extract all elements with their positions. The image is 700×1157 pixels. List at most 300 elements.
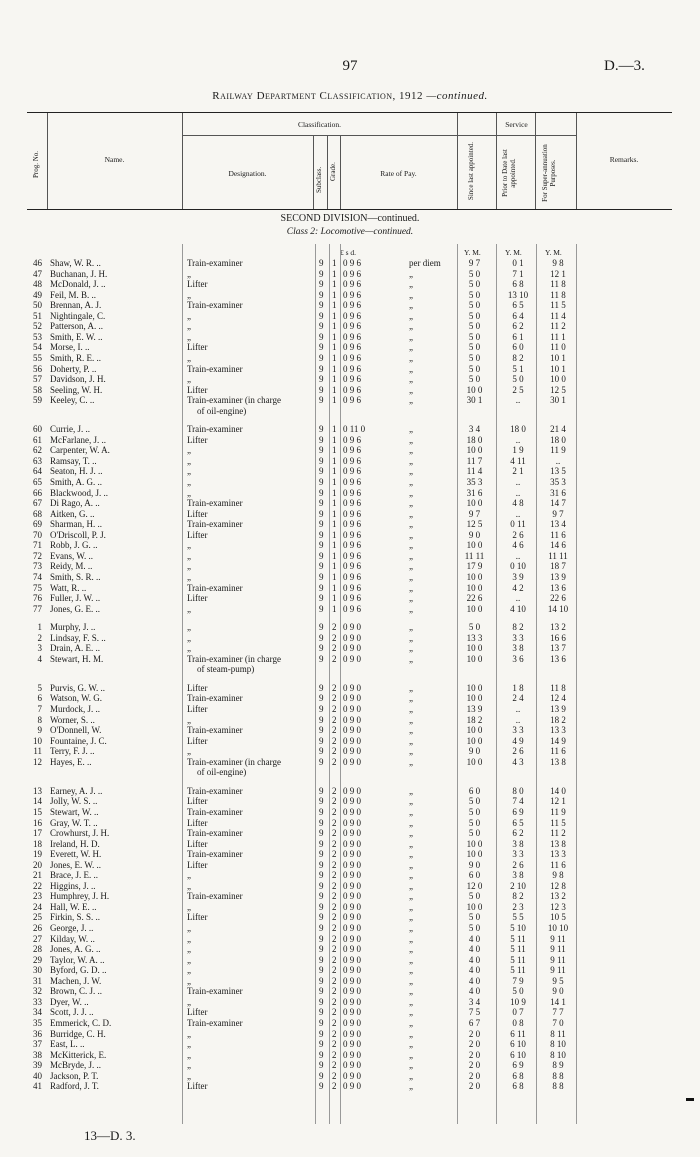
row-pay-unit: „ [409, 310, 413, 321]
row-prior-to-date: 3 3 [512, 725, 524, 736]
row-subclass: 9 [319, 965, 324, 976]
row-since-last: 5 0 [468, 300, 481, 311]
table-row [0, 456, 700, 467]
row-number: 8 [37, 714, 42, 725]
row-subclass: 9 [319, 603, 324, 614]
row-number: 6 [37, 693, 42, 704]
row-subclass: 9 [319, 321, 324, 332]
row-number: 67 [33, 498, 42, 509]
row-number: 26 [33, 923, 42, 933]
row-since-last: 5 0 [468, 352, 481, 363]
row-pay-unit: per diem [409, 258, 441, 268]
row-pay-unit: „ [409, 944, 413, 955]
row-number: 58 [33, 384, 42, 395]
row-pay-unit: „ [409, 529, 413, 540]
row-prior-to-date: 0 10 [510, 561, 526, 572]
row-prior-to-date: 4 8 [512, 498, 524, 509]
row-designation: Lifter [187, 796, 208, 807]
row-since-last: 2 0 [468, 1070, 481, 1081]
row-since-last: 5 0 [468, 912, 481, 923]
row-pay-unit: „ [409, 796, 413, 807]
row-for-superannuation: 13 2 [550, 891, 566, 902]
row-name: Earney, A. J. .. [50, 785, 103, 796]
row-pay-unit: „ [409, 342, 413, 353]
row-grade: 1 [332, 384, 337, 395]
row-subclass: 9 [319, 859, 324, 870]
row-prior-to-date: 18 0 [510, 424, 526, 435]
row-for-superannuation: 7 7 [552, 1007, 564, 1018]
row-for-superannuation: 12 5 [550, 384, 566, 395]
row-prior-to-date: 6 9 [512, 806, 524, 817]
row-number: 17 [33, 828, 42, 839]
row-grade: 2 [332, 965, 337, 976]
table-row [0, 881, 700, 892]
row-rate-of-pay: 0 9 6 [343, 477, 361, 487]
row-name: Jones, G. E. .. [50, 603, 100, 614]
row-subclass: 9 [319, 714, 324, 725]
row-name: Everett, W. H. [50, 849, 102, 860]
row-number: 23 [33, 891, 42, 902]
row-for-superannuation: 18 7 [550, 561, 566, 572]
row-number: 22 [33, 880, 42, 891]
row-designation: „ [187, 352, 191, 363]
header-since-last: Since last appointed. [467, 141, 475, 201]
header-grade: Grade. [329, 162, 337, 181]
row-pay-unit: „ [409, 487, 413, 498]
row-for-superannuation: 11 8 [550, 682, 566, 693]
row-subclass: 9 [319, 487, 324, 498]
row-rate-of-pay: 0 9 6 [343, 342, 361, 353]
row-designation-continued: of oil-engine) [197, 405, 247, 416]
row-number: 48 [33, 279, 42, 290]
row-name: McDonald, J. .. [50, 279, 106, 290]
row-name: Seaton, H. J. .. [50, 466, 103, 477]
row-name: McKitterick, E. [50, 1049, 107, 1060]
row-for-superannuation: 13 6 [550, 653, 566, 664]
row-for-superannuation: 14 6 [550, 540, 566, 551]
row-pay-unit: „ [409, 279, 413, 290]
row-pay-unit: „ [409, 859, 413, 870]
row-prior-to-date: 5 11 [510, 933, 526, 944]
row-pay-unit: „ [409, 785, 413, 796]
header-subclass: Subclass. [315, 166, 323, 193]
row-since-last: 6 0 [468, 785, 481, 796]
row-since-last: 10 0 [466, 571, 483, 582]
row-name: Humphrey, J. H. [50, 891, 110, 902]
row-for-superannuation: 8 9 [552, 1060, 564, 1071]
row-grade: 2 [332, 1049, 337, 1060]
table-row [0, 1071, 700, 1082]
row-for-superannuation: 11 0 [550, 342, 566, 353]
row-rate-of-pay: 0 9 0 [343, 1060, 361, 1071]
row-name: Ireland, H. D. [50, 838, 100, 849]
row-name: Brown, C. J. .. [50, 986, 103, 997]
row-number: 70 [33, 529, 42, 540]
row-number: 47 [33, 268, 42, 279]
row-grade: 1 [332, 321, 337, 332]
row-subclass: 9 [319, 975, 324, 986]
row-name: Sharman, H. .. [50, 519, 102, 530]
row-subclass: 9 [319, 342, 324, 353]
row-rate-of-pay: 0 9 0 [343, 870, 361, 881]
row-subclass: 9 [319, 849, 324, 860]
row-number: 53 [33, 331, 42, 342]
page-footer: 13—D. 3. [84, 1128, 136, 1143]
row-name: Crowhurst, J. H. [50, 828, 110, 839]
row-grade: 2 [332, 859, 337, 870]
row-number: 55 [33, 352, 42, 363]
row-since-last: 11 4 [466, 466, 483, 477]
row-pay-unit: „ [409, 1060, 413, 1071]
row-grade: 2 [332, 944, 337, 955]
row-prior-to-date: 2 4 [512, 693, 524, 704]
row-designation: „ [187, 944, 191, 955]
row-pay-unit: „ [409, 996, 413, 1007]
table-row [0, 1039, 700, 1050]
row-number: 13 [33, 785, 42, 796]
row-pay-unit: „ [409, 704, 413, 714]
row-for-superannuation: 9 8 [552, 258, 564, 268]
row-prior-to-date: 6 2 [512, 828, 524, 839]
row-name: East, L. .. [50, 1039, 85, 1050]
row-number: 28 [33, 944, 42, 955]
row-subclass: 9 [319, 796, 324, 807]
row-designation: Train-examiner [187, 519, 243, 530]
row-name: Carpenter, W. A. [50, 445, 110, 456]
row-pay-unit: „ [409, 756, 413, 767]
row-for-superannuation: 9 7 [552, 508, 564, 519]
row-for-superannuation: 8 10 [550, 1039, 566, 1050]
row-designation: „ [187, 643, 191, 654]
row-name: Fuller, J. W. .. [50, 593, 101, 604]
row-since-last: 6 7 [468, 1017, 481, 1028]
row-prior-to-date: 6 10 [510, 1039, 526, 1050]
row-rate-of-pay: 0 9 6 [343, 498, 361, 509]
row-rate-of-pay: 0 9 0 [343, 880, 361, 891]
row-designation: Lifter [187, 279, 208, 290]
row-number: 25 [33, 912, 42, 923]
row-name: O'Donnell, W. [50, 725, 102, 736]
table-row [0, 311, 700, 322]
row-prior-to-date: 7 1 [512, 268, 524, 279]
row-pay-unit: „ [409, 880, 413, 891]
row-for-superannuation: 12 4 [550, 693, 566, 704]
table-row [0, 364, 700, 375]
row-subclass: 9 [319, 901, 324, 912]
table-row [0, 385, 700, 396]
row-prior-to-date: 8 2 [512, 622, 524, 633]
row-grade: 2 [332, 1081, 337, 1092]
row-prior-to-date: 3 3 [512, 632, 524, 643]
row-for-superannuation: 11 8 [550, 289, 566, 300]
row-grade: 2 [332, 714, 337, 725]
row-since-last: 9 0 [468, 859, 481, 870]
row-subclass: 9 [319, 1049, 324, 1060]
row-grade: 1 [332, 508, 337, 519]
row-prior-to-date: 6 5 [512, 300, 524, 311]
row-subclass: 9 [319, 944, 324, 955]
row-since-last: 11 11 [464, 550, 485, 561]
row-rate-of-pay: 0 9 0 [343, 643, 361, 654]
row-since-last: 10 0 [466, 603, 483, 614]
row-for-superannuation: 10 1 [550, 352, 566, 363]
row-grade: 2 [332, 891, 337, 902]
row-for-superannuation: 11 2 [550, 828, 566, 839]
row-subclass: 9 [319, 870, 324, 881]
row-rate-of-pay: 0 9 0 [343, 704, 361, 714]
row-number: 62 [33, 445, 42, 456]
row-since-last: 5 0 [468, 279, 481, 290]
row-prior-to-date: 5 0 [512, 986, 524, 997]
row-for-superannuation: 11 2 [550, 321, 566, 332]
row-since-last: 4 0 [468, 954, 481, 965]
row-name: Terry, F. J. .. [50, 746, 95, 757]
row-name: Murphy, J. .. [50, 622, 96, 633]
row-subclass: 9 [319, 540, 324, 551]
row-number: 38 [33, 1049, 42, 1060]
row-name: Murdock, J. .. [50, 704, 100, 714]
row-subclass: 9 [319, 653, 324, 664]
row-name: Kilday, W. .. [50, 933, 95, 944]
row-for-superannuation: 9 8 [552, 870, 564, 881]
row-for-superannuation: 13 7 [550, 643, 566, 654]
table-row [0, 279, 700, 290]
row-number: 4 [37, 653, 42, 664]
table-row [0, 269, 700, 280]
row-grade: 2 [332, 933, 337, 944]
row-since-last: 5 0 [468, 796, 481, 807]
row-designation: „ [187, 1028, 191, 1039]
row-for-superannuation: 30 1 [550, 395, 566, 406]
row-since-last: 17 9 [466, 561, 483, 572]
row-grade: 1 [332, 593, 337, 604]
row-rate-of-pay: 0 9 6 [343, 519, 361, 530]
row-for-superannuation: 35 3 [550, 477, 566, 487]
row-grade: 2 [332, 725, 337, 736]
row-rate-of-pay: 0 9 0 [343, 1070, 361, 1081]
row-since-last: 18 0 [466, 434, 483, 445]
row-pay-unit: „ [409, 424, 413, 435]
row-rate-of-pay: 0 9 0 [343, 817, 361, 828]
row-pay-unit: „ [409, 466, 413, 477]
row-designation: Lifter [187, 508, 208, 519]
row-subclass: 9 [319, 593, 324, 604]
row-name: Fountaine, J. C. [50, 735, 107, 746]
row-rate-of-pay: 0 9 6 [343, 289, 361, 300]
row-pay-unit: „ [409, 384, 413, 395]
table-row [0, 643, 700, 654]
row-rate-of-pay: 0 9 6 [343, 268, 361, 279]
row-name: Doherty, P. .. [50, 363, 97, 374]
row-since-last: 10 0 [466, 901, 483, 912]
row-designation: Train-examiner [187, 828, 243, 839]
row-subclass: 9 [319, 1028, 324, 1039]
table-row [0, 860, 700, 871]
row-rate-of-pay: 0 9 0 [343, 693, 361, 704]
row-prior-to-date: 0 7 [512, 1007, 524, 1018]
row-number: 73 [33, 561, 42, 572]
row-for-superannuation: 8 8 [552, 1081, 564, 1092]
row-subclass: 9 [319, 529, 324, 540]
row-name: Evans, W. .. [50, 550, 94, 561]
row-designation: Train-examiner [187, 300, 243, 311]
table-row [0, 934, 700, 945]
row-prior-to-date: 10 9 [510, 996, 526, 1007]
row-since-last: 5 0 [468, 622, 481, 633]
row-name: Currie, J. .. [50, 424, 90, 435]
row-designation: „ [187, 1070, 191, 1081]
row-rate-of-pay: 0 9 6 [343, 529, 361, 540]
row-number: 21 [33, 870, 42, 881]
row-prior-to-date: 4 9 [512, 735, 524, 746]
row-for-superannuation: 13 5 [550, 466, 566, 477]
row-grade: 2 [332, 901, 337, 912]
row-rate-of-pay: 0 9 0 [343, 746, 361, 757]
row-since-last: 10 0 [466, 849, 483, 860]
row-rate-of-pay: 0 9 6 [343, 466, 361, 477]
row-pay-unit: „ [409, 965, 413, 976]
row-since-last: 9 0 [468, 529, 481, 540]
row-grade: 1 [332, 487, 337, 498]
row-rate-of-pay: 0 9 0 [343, 622, 361, 633]
table-row-continuation [0, 406, 700, 417]
row-rate-of-pay: 0 9 0 [343, 806, 361, 817]
row-subclass: 9 [319, 331, 324, 342]
row-pay-unit: „ [409, 603, 413, 614]
row-designation: Train-examiner [187, 424, 243, 435]
table-row [0, 509, 700, 520]
table-row [0, 445, 700, 456]
row-designation: „ [187, 954, 191, 965]
row-subclass: 9 [319, 508, 324, 519]
row-subclass: 9 [319, 300, 324, 311]
row-number: 12 [33, 756, 42, 767]
row-subclass: 9 [319, 582, 324, 593]
row-for-superannuation: 9 11 [550, 933, 566, 944]
row-grade: 2 [332, 704, 337, 714]
row-designation: „ [187, 455, 191, 466]
row-for-superannuation: 14 1 [550, 996, 566, 1007]
row-name: Machen, J. W. [50, 975, 102, 986]
row-designation-continued: of oil-engine) [197, 767, 247, 778]
row-since-last: 12 0 [466, 880, 483, 891]
row-number: 72 [33, 550, 42, 561]
row-grade: 2 [332, 996, 337, 1007]
row-prior-to-date: 6 8 [512, 1070, 524, 1081]
row-designation: „ [187, 477, 191, 487]
row-for-superannuation: 14 0 [550, 785, 566, 796]
row-name: Lindsay, F. S. .. [50, 632, 106, 643]
row-prior-to-date: 6 8 [512, 279, 524, 290]
row-prior-to-date: .. [515, 477, 521, 487]
table-row [0, 561, 700, 572]
row-grade: 2 [332, 682, 337, 693]
row-designation: Lifter [187, 682, 208, 693]
row-rate-of-pay: 0 11 0 [343, 424, 366, 435]
section-text: SECOND DIVISION—continued. [280, 213, 420, 224]
row-prior-to-date: 4 6 [512, 540, 524, 551]
row-name: Watson, W. G. [50, 693, 103, 704]
row-designation: „ [187, 901, 191, 912]
table-row [0, 477, 700, 488]
header-rate-of-pay: Rate of Pay. [380, 169, 417, 178]
row-number: 37 [33, 1039, 42, 1050]
table-row [0, 786, 700, 797]
row-number: 60 [33, 424, 42, 435]
row-pay-unit: „ [409, 622, 413, 633]
row-prior-to-date: .. [515, 593, 521, 604]
row-subclass: 9 [319, 395, 324, 406]
row-grade: 2 [332, 870, 337, 881]
row-designation: „ [187, 445, 191, 456]
header-classification: Classification. [297, 120, 342, 129]
row-prior-to-date: 6 8 [512, 1081, 524, 1092]
row-prior-to-date: 5 1 [512, 363, 524, 374]
row-prior-to-date: 6 11 [510, 1028, 526, 1039]
row-name: Feil, M. B. .. [50, 289, 97, 300]
table-row [0, 395, 700, 406]
row-designation: Train-examiner (in charge [187, 756, 281, 767]
row-grade: 2 [332, 1028, 337, 1039]
row-subclass: 9 [319, 725, 324, 736]
row-rate-of-pay: 0 9 6 [343, 603, 361, 614]
row-rate-of-pay: 0 9 6 [343, 374, 361, 385]
row-prior-to-date: 4 3 [512, 756, 524, 767]
row-rate-of-pay: 0 9 0 [343, 1007, 361, 1018]
row-rate-of-pay: 0 9 6 [343, 331, 361, 342]
row-designation: Train-examiner [187, 986, 243, 997]
row-subclass: 9 [319, 838, 324, 849]
row-pay-unit: „ [409, 363, 413, 374]
row-for-superannuation: 7 0 [552, 1017, 564, 1028]
row-grade: 2 [332, 796, 337, 807]
row-rate-of-pay: 0 9 0 [343, 859, 361, 870]
row-number: 29 [33, 954, 42, 965]
row-number: 57 [33, 374, 42, 385]
row-for-superannuation: 11 11 [548, 550, 568, 561]
row-subclass: 9 [319, 1017, 324, 1028]
row-name: Worner, S. .. [50, 714, 95, 725]
table-row [0, 593, 700, 604]
row-subclass: 9 [319, 954, 324, 965]
row-since-last: 4 0 [468, 986, 481, 997]
header-name: Name. [104, 155, 125, 164]
table-row [0, 1018, 700, 1029]
header-remarks: Remarks. [609, 155, 639, 164]
row-for-superannuation: 22 6 [550, 593, 566, 604]
row-for-superannuation: 31 6 [550, 487, 566, 498]
row-designation: „ [187, 289, 191, 300]
row-designation: „ [187, 550, 191, 561]
row-grade: 2 [332, 817, 337, 828]
row-for-superannuation: 13 2 [550, 622, 566, 633]
row-designation: „ [187, 933, 191, 944]
row-designation: „ [187, 331, 191, 342]
row-designation: Train-examiner [187, 363, 243, 374]
row-subclass: 9 [319, 912, 324, 923]
row-number: 69 [33, 519, 42, 530]
table-row [0, 725, 700, 736]
row-number: 71 [33, 540, 42, 551]
row-since-last: 5 0 [468, 342, 481, 353]
row-designation: Lifter [187, 838, 208, 849]
row-since-last: 31 6 [466, 487, 483, 498]
row-rate-of-pay: 0 9 0 [343, 891, 361, 902]
row-grade: 1 [332, 477, 337, 487]
row-rate-of-pay: 0 9 0 [343, 735, 361, 746]
row-pay-unit: „ [409, 975, 413, 986]
row-prior-to-date: 3 8 [512, 838, 524, 849]
